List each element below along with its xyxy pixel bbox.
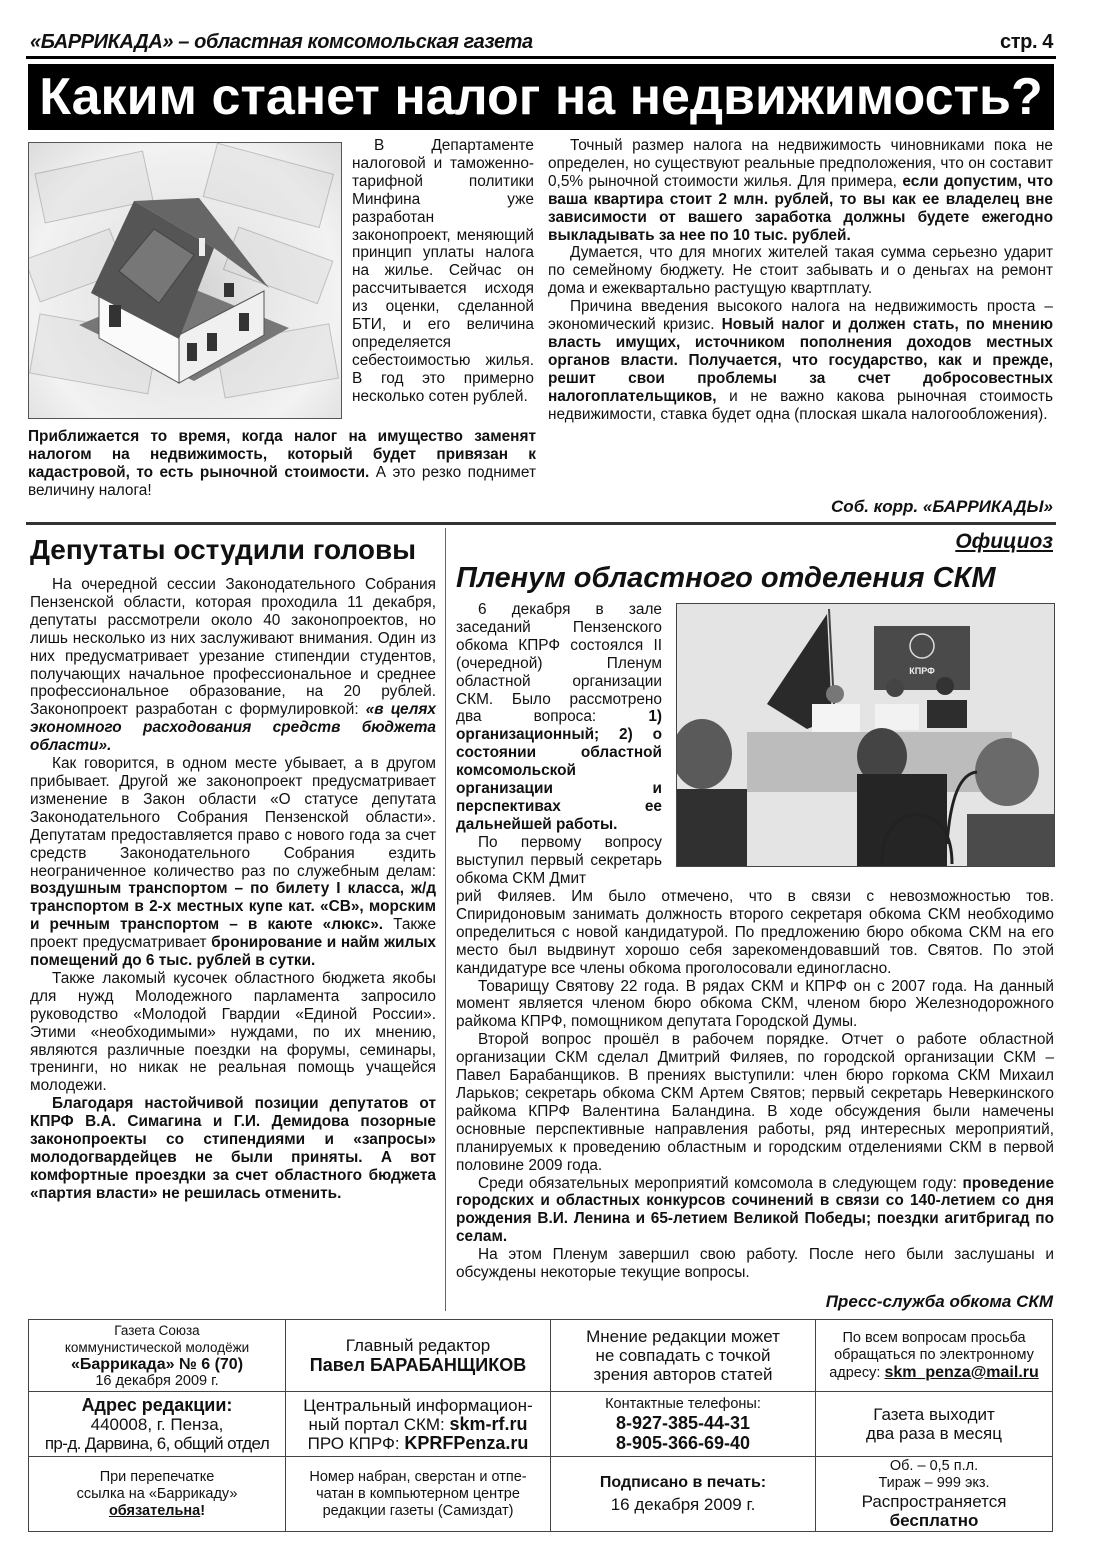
text: Среди обязательных мероприятий комсомола в следующем году: [478, 1174, 963, 1192]
text: обязательна [108, 1502, 201, 1519]
text: Контактные телефоны: [605, 1395, 761, 1412]
text: Номер набран, сверстан и отпе- [309, 1468, 527, 1485]
email-link[interactable]: skm_penza@mail.ru [884, 1363, 1039, 1381]
bold-text: если допустим, что ваша квартира стоит 2 млн. рублей, то вы как ее владелец вне зависимости от вашего заработка должны будете ежегодно выкладывать за нее по 10 тыс. рублей. [548, 172, 1053, 244]
bold-text: Благодаря настойчивой позиции депутатов от КПРФ В.А. Симагина и Г.И. Демидова позорные законопроекты со стипендиями и «запросы» молодогвардейцев не были приняты. А вот комфортные проездки за счет областного бюджета «партия власти» не решилась отменить. [30, 1095, 436, 1202]
text: бесплатно [889, 1511, 979, 1530]
phone-number: 8-905-366-69-40 [615, 1432, 751, 1453]
text: зрения авторов статей [593, 1365, 773, 1384]
imprint-row [29, 1457, 1053, 1532]
article2-paragraph [30, 1095, 436, 1202]
imprint-cell-circulation [816, 1457, 1053, 1532]
article3-paragraph: рий Филяев. Им было отмечено, что в связи с невозможностью тов. Спиридоновым занимать должность второго секретаря обкома СКМ необходимо определиться с новой кандидатурой. По предложению бюро обкома СКМ на его место был выдвинут хорошо себя зарекомендовавший тов. Святов. По этой кандидатуре все члены обкома проголосовали единогласно. [456, 888, 1054, 977]
bold-text: 1) организационный; 2) о состоянии областной комсомольской организации и перспективах ее дальнейшей работы. [456, 708, 662, 833]
imprint-cell-publication [29, 1320, 286, 1392]
text: ссылка на «Баррикаду» [76, 1485, 238, 1502]
article1-paragraph: Думается, что для многих жителей такая сумма серьезно ударит по семейному бюджету. Не стоит забывать и о деньгах на ремонт дома и ежеквартально растущую квартплату. [548, 244, 1053, 298]
imprint-cell-contact-email [816, 1320, 1053, 1392]
article3-paragraph [456, 1175, 1054, 1247]
address-label: Адрес редакции: [81, 1395, 233, 1415]
imprint-cell-websites [286, 1392, 551, 1457]
imprint-row [29, 1320, 1053, 1392]
text: редакции газеты (Самиздат) [322, 1502, 514, 1519]
masthead-rule [26, 56, 1056, 59]
text: Как говорится, в одном месте убывает, а в другом прибывает. Другой же законопроект предусматривает изменение в Закон области «О статусе депутата Законодательного Собрания Пензенской области». Депутатам предоставляется право с нового года за счет средств Законодательного Собрания ездить неограниченное количество раз по служебным делам: [30, 755, 436, 880]
text: Точный размер налога на недвижимость чиновниками пока не определен, но существуют реальные предположения, что он составит 0,5% рыночной стоимости жилья. Для примера, [548, 137, 1053, 190]
text: Распространяется [861, 1492, 1007, 1511]
editor-name: Павел БАРАБАНЩИКОВ [309, 1355, 527, 1375]
text: ПРО КПРФ: [307, 1433, 405, 1453]
imprint-cell-reprint [29, 1457, 286, 1532]
text: Главный редактор [345, 1336, 491, 1355]
article3-paragraph: Товарищу Святову 22 года. В рядах СКМ и КПРФ он с 2007 года. На данный момент является членом бюро обкома СКМ, членом бюро Железнодорожного райкома КПРФ, помощником депутата Городской Думы. [456, 977, 1054, 1031]
text: Газета выходит [873, 1405, 995, 1424]
bold-text: бронирование и найм жилых помещений до 6 тыс. рублей в сутки. [30, 934, 436, 970]
bold-text: Новый налог и должен стать, по мнению власть имущих, источником пополнения доходов местных органов власти. Получается, что государство, как и прежде, решит свои проблемы за счет добросовестных налогоплательщиков, [548, 316, 1053, 405]
text: Тираж – 999 экз. [878, 1475, 990, 1491]
article2-paragraph [30, 576, 436, 755]
masthead-title: «БАРРИКАДА» – областная комсомольская газета [30, 31, 533, 53]
house-on-money-photo [28, 142, 342, 419]
imprint-cell-disclaimer [551, 1320, 816, 1392]
text: А это резко поднимет величину налога! [28, 463, 536, 499]
text: 440008, г. Пенза, [90, 1415, 224, 1434]
article2-paragraph: Также лакомый кусочек областного бюджета якобы для нужд Молодежного парламента запросило руководство «Молодой Гвардии «Единой России». Этими «необходимыми» нуждами, по их мнению, являются различные поездки на форумы, семинары, тренинги, но никак не реальная помощь учащейся молодежи. [30, 969, 436, 1095]
quote-text: «в целях экономного расходования средств бюджета области». [30, 701, 436, 755]
article3-paragraph: По первому вопросу выступил первый секретарь обкома СКМ Дмит [456, 833, 662, 887]
skm-site-link[interactable]: skm-rf.ru [449, 1413, 528, 1434]
masthead [30, 28, 1053, 54]
article3-paragraph: На этом Пленум завершил свою работу. После него были заслушаны и обсуждены некоторые текущие вопросы. [456, 1246, 1054, 1282]
text: адресу: [829, 1364, 885, 1381]
signed-date: 16 декабря 2009 г. [610, 1495, 756, 1514]
text: Мнение редакции может [586, 1327, 780, 1346]
text: два раза в месяц [866, 1424, 1002, 1443]
bold-text: Приближается то время, когда налог на имущество заменят налогом на недвижимость, который будет привязан к кадастровой, то есть рыночной стоимости. [28, 428, 536, 481]
text: пр-д. Дарвина, 6, общий отдел [44, 1434, 270, 1453]
imprint-cell-printing [286, 1457, 551, 1532]
page-number: стр. 4 [1000, 31, 1053, 53]
article3-paragraph [456, 601, 662, 834]
text: обращаться по электронному [834, 1346, 1034, 1363]
article2-body [30, 576, 436, 1203]
article1-column2 [548, 137, 1053, 424]
article3-paragraph: Второй вопрос прошёл в рабочем порядке. Отчет о работе областной организации СКМ сделал Дмитрий Филяев, по городской организации СКМ – Павел Барабанщиков. В прениях выступили: член бюро горкома СКМ Михаил Ларьков; секретарь обкома СКМ Артем Святов; первый секретарь Неверкинского райкома КПРФ Валентина Баландина. В ходе обсуждения были намечены основные перспективные направления работы, ряд интересных мероприятий, планируемых к проведению областным и городским отделениями СКМ в первой половине 2009 года. [456, 1031, 1054, 1174]
flag-label: КПРФ [909, 666, 935, 676]
text: На очередной сессии Законодательного Собрания Пензенской области, которая проходила 11 декабря, депутаты рассмотрели около 40 законопроектов, но лишь несколько из них заслуживают внимания. Один из них предусматривает урезание стипендии студентов, получающих начальное профессиональное и среднее профессиональное образование, на 20 рублей. Законопроект разработан с формулировкой: [30, 576, 436, 719]
imprint-cell-frequency [816, 1392, 1053, 1457]
issue-date: 16 декабря 2009 г. [95, 1372, 219, 1389]
text: и не важно какова рыночная стоимость недвижимости, ставка будет одна (плоская шкала налогообложения). [548, 387, 1053, 423]
bold-text: проведение городских и областных конкурсов сочинений в связи со 140-летием со дня рождения В.И. Ленина и 65-летием Великой Победы; поездки агитбригад по селам. [456, 1174, 1054, 1246]
text: Причина введения высокого налога на недвижимость проста – экономический кризис. [548, 298, 1053, 334]
article3-column-bottom [456, 888, 1054, 1282]
text: Подписано в печать: [599, 1474, 767, 1491]
text: коммунистической молодёжи [64, 1339, 250, 1355]
article1-paragraph: В Департаменте налоговой и таможенно-тарифной политики Минфина уже разработан законопроект, меняющий принцип уплаты налога на жилье. Сейчас он рассчитывается исходя из оценки, сделанной БТИ, и его величина определяется себестоимостью жилья. В год это примерно несколько сотен рублей. [352, 137, 534, 405]
article3-column-top [456, 601, 662, 888]
house-illustration [29, 143, 341, 418]
article1-headline-bar [28, 64, 1054, 130]
text: ! [200, 1502, 206, 1519]
imprint-row [29, 1392, 1053, 1457]
article1-paragraph [28, 428, 536, 500]
kprf-site-link[interactable]: KPRFPenza.ru [404, 1432, 529, 1453]
article2-headline: Депутаты остудили головы [30, 534, 417, 565]
article1-paragraph [548, 137, 1053, 244]
text: ный портал СКМ: [308, 1414, 450, 1434]
article1-column1-bottom [28, 428, 536, 500]
text: По всем вопросам просьба [842, 1329, 1026, 1346]
text: не совпадать с точкой [595, 1346, 771, 1365]
section-divider [26, 522, 1056, 525]
text: Газета Союза [114, 1322, 200, 1338]
bold-text: воздушным транспортом – по билету I класса, ж/д транспортом в 2-х местных купе кат. «СВ», морским и речным транспортом – в каюте «люкс». [30, 880, 436, 934]
text: 6 декабря в зале заседаний Пензенского обкома КПРФ состоялся II (очередной) Пленум областной организации СКМ. Было рассмотрено два вопроса: [456, 601, 662, 726]
article1-paragraph [548, 298, 1053, 423]
imprint-cell-signed [551, 1457, 816, 1532]
rubric-label: Официоз [955, 530, 1053, 553]
article3-byline: Пресс-служба обкома СКМ [825, 1292, 1053, 1311]
imprint-table [28, 1319, 1053, 1532]
article1-byline: Соб. корр. «БАРРИКАДЫ» [831, 497, 1053, 516]
imprint-cell-address [29, 1392, 286, 1457]
article2-paragraph [30, 755, 436, 970]
meeting-photo [676, 603, 1055, 867]
article1-column1-top [352, 137, 534, 406]
column-divider [445, 528, 446, 1311]
article3-headline: Пленум областного отделения СКМ [456, 562, 996, 594]
issue-number: «Баррикада» № 6 (70) [70, 1355, 244, 1373]
phone-number: 8-927-385-44-31 [615, 1412, 751, 1433]
text: Также проект предусматривает [30, 916, 436, 952]
article1-headline: Каким станет налог на недвижимость? [39, 68, 1043, 126]
meeting-illustration [677, 604, 1054, 866]
text: Центральный информацион- [303, 1395, 533, 1415]
imprint-cell-phones [551, 1392, 816, 1457]
text: Об. – 0,5 п.л. [889, 1458, 979, 1474]
text: При перепечатке [99, 1468, 215, 1485]
text: чатан в компьютерном центре [316, 1485, 520, 1502]
imprint-cell-editor [286, 1320, 551, 1392]
